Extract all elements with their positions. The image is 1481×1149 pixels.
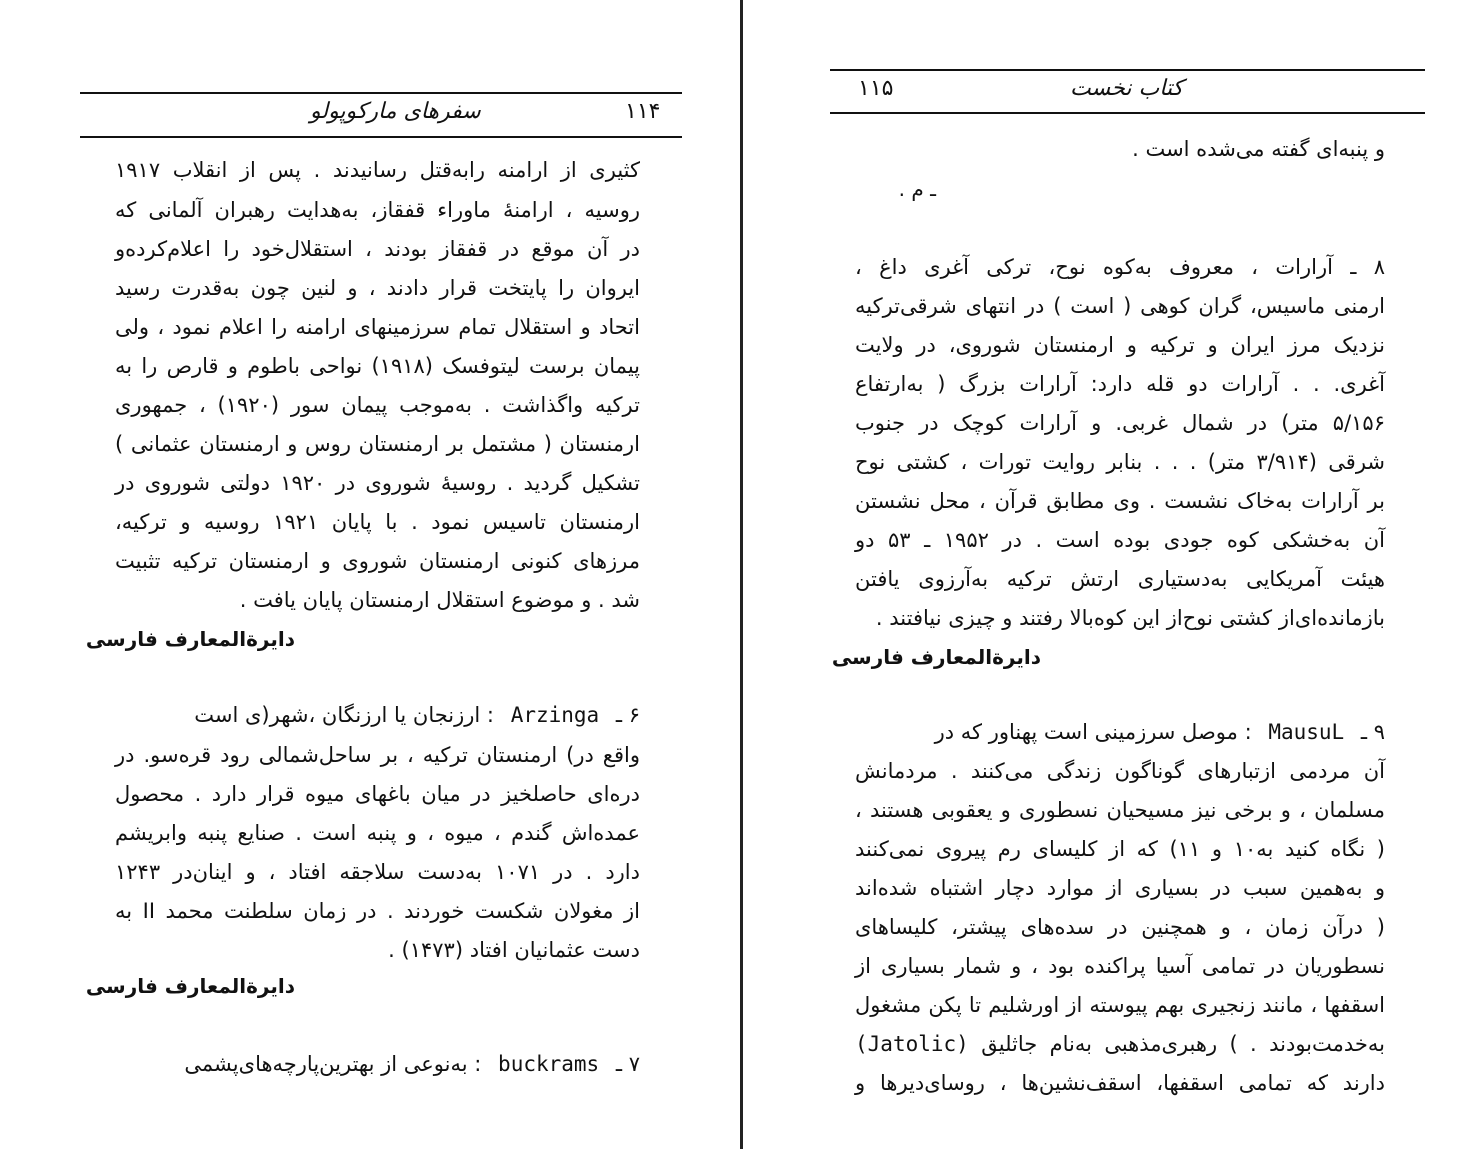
text-line: آن به‌خشکی کوه جودی بوده است . در ۱۹۵۲ ـ ۵۳ دو: [855, 528, 1385, 552]
text-line: کثیری از ارامنه رابه‌قتل رسانیدند . پس از انقلاب ۱۹۱۷: [115, 158, 640, 182]
text-line: دارند که تمامی اسقفها، اسقف‌نشین‌ها ، روسای‌دیرها و: [855, 1071, 1385, 1095]
header-rule-top: [80, 92, 682, 94]
text-line: ۵/۱۵۶ متر) در شمال غربی. و آرارات کوچک در جنوب: [855, 411, 1385, 435]
footnote-7: [115, 1050, 640, 1078]
left-page: [0, 0, 740, 1149]
text-line: در آن موقع در قفقاز بودند ، استقلال‌خود را اعلام‌کرده‌و: [115, 237, 640, 261]
text-line: ( نگاه کنید به‌۱۰ و ۱۱) که از کلیسای رم پیروی نمی‌کنند: [855, 837, 1385, 861]
text-line: ارمنی ماسیس، گران کوهی ( است ) در انتهای شرقی‌ترکیه: [855, 294, 1385, 318]
text-line: و به‌همین سبب در بسیاری از موارد دچار اشتباه شده‌اند: [855, 876, 1385, 900]
page-number: ۱۱۵: [858, 76, 894, 101]
text-line: پیمان برست لیتوفسک (۱۹۱۸) نواحی باطوم و قارص را به: [115, 354, 640, 378]
footnote-number: ۹ ـ: [1360, 720, 1385, 744]
header-rule-bottom: [80, 136, 682, 138]
text-line: هیئت آمریکایی به‌دستیاری ارتش ترکیه به‌آرزوی یافتن: [855, 567, 1385, 591]
text-line: بازمانده‌ای‌از کشتی نوح‌از این کوه‌بالا رفتند و چیزی نیافتند .: [875, 606, 1385, 630]
text-line: اسقفها ، مانند زنجیری بهم پیوسته از اورشلیم تا پکن مشغول: [855, 993, 1385, 1017]
footnote-term: Arzinga: [510, 703, 600, 727]
text-line: شرقی (۳/۹۱۴ متر) . . . بنابر روایت تورات ، کشتی نوح: [855, 450, 1386, 474]
footnote-text: : به‌نوعی از بهترین‌پارچه‌های‌پشمی: [184, 1052, 482, 1076]
text-line: ( درآن زمان ، و همچنین در سده‌های پیشتر، کلیساهای: [855, 915, 1385, 939]
footnote-term: MausuL: [1268, 720, 1345, 744]
footnote-9-first-line: [855, 718, 1385, 746]
text-line: ترکیه واگذاشت . به‌موجب پیمان سور (۱۹۲۰) ، جمهوری: [115, 393, 640, 417]
source-citation: دایرةالمعارف فارسی: [85, 974, 295, 998]
running-title: کتاب نخست: [1070, 76, 1184, 101]
text-line: روسیه ، ارامنهٔ ماوراء قفقاز، به‌هدایت رهبران آلمانی که: [115, 198, 640, 222]
text-line: ارمنستان ( مشتمل بر ارمنستان روس و ارمنستان عثمانی ): [115, 432, 640, 456]
text-line: مرزهای کنونی ارمنستان شوروی و ارمنستان ترکیه تثبیت: [115, 549, 640, 573]
book-spine: [740, 0, 743, 1149]
text-line: عمده‌اش گندم ، میوه ، و پنبه است . صنایع پنبه وابریشم: [115, 821, 640, 845]
text-line: از مغولان شکست خوردند . در زمان سلطنت محمد II به: [115, 899, 641, 923]
footnote-9-line-9: [855, 1030, 1385, 1058]
source-citation: دایرةالمعارف فارسی: [831, 645, 1041, 669]
text-line: تشکیل گردید . روسیهٔ شوروی در ۱۹۲۰ دولتی شوروی در: [115, 471, 641, 495]
text-line: مسلمان ، و برخی نیز مسیحیان نسطوری و یعقوبی هستند ،: [855, 798, 1385, 822]
text-line: نسطوریان در تمامی آسیا پراکنده بود ، و شمار بسیاری از: [855, 954, 1385, 978]
text-line: شد . و موضوع استقلال ارمنستان پایان یافت .: [239, 588, 640, 612]
footnote-term: buckrams: [498, 1052, 600, 1076]
text-line: نزدیک مرز ایران و ترکیه و ارمنستان شوروی، در ولایت: [855, 333, 1385, 357]
footnote-text: : موصل سرزمینی است پهناور که در: [934, 720, 1252, 744]
footnote-term: (Jatolic): [855, 1032, 969, 1056]
text-line: آغری. . . آرارات دو قله دارد: آرارات بزرگ ( به‌ارتفاع: [855, 372, 1385, 396]
text-line: ۸ ـ آرارات ، معروف به‌کوه نوح، ترکی آغری داغ ،: [855, 255, 1385, 279]
source-citation: دایرةالمعارف فارسی: [85, 627, 295, 651]
text-line: واقع در) ارمنستان ترکیه ، بر ساحل‌شمالی رود قره‌سو. در: [115, 743, 640, 767]
text-line: بر آرارات به‌خاک نشست . وی مطابق قرآن ، محل نشستن: [855, 489, 1385, 513]
translator-signature: ـ م .: [898, 177, 936, 201]
text-line: آن مردمی ازتبارهای گوناگون زندگی می‌کنند . مردمانش: [855, 759, 1385, 783]
right-page: [745, 0, 1481, 1149]
text-line: دست عثمانیان افتاد (۱۴۷۳) .: [388, 938, 640, 962]
footnote-6-first-line: [115, 701, 640, 729]
header-rule-top: [830, 69, 1425, 71]
text-line: ایروان را پایتخت قرار دادند ، و لنین چون به‌قدرت رسید: [115, 276, 640, 300]
footnote-number: ۶ ـ: [615, 703, 640, 727]
footnote-number: ۷ ـ: [615, 1052, 640, 1076]
header-rule-bottom: [830, 112, 1425, 114]
text-line: اتحاد و استقلال تمام سرزمینهای ارامنه را اعلام نمود ، ولی: [115, 315, 640, 339]
text-line: دره‌ای حاصلخیز در میان باغهای میوه قرار دارد . محصول: [115, 782, 640, 806]
footnote-text: به‌خدمت‌بودند . ) رهبری‌مذهبی به‌نام جاثلیق: [981, 1032, 1385, 1056]
footnote-text: : ارزنجان یا ارزنگان ،شهر(ی است: [194, 703, 494, 727]
text-line: دارد . در ۱۰۷۱ به‌دست سلاجقه افتاد ، و اینان‌در ۱۲۴۳: [115, 860, 640, 884]
page-number: ۱۱۴: [625, 99, 661, 124]
continuation-line: و پنبه‌ای گفته می‌شده است .: [1132, 137, 1385, 161]
running-title: سفرهای مارکوپولو: [310, 99, 481, 124]
text-line: ارمنستان تاسیس نمود . با پایان ۱۹۲۱ روسیه و ترکیه،: [115, 510, 641, 534]
